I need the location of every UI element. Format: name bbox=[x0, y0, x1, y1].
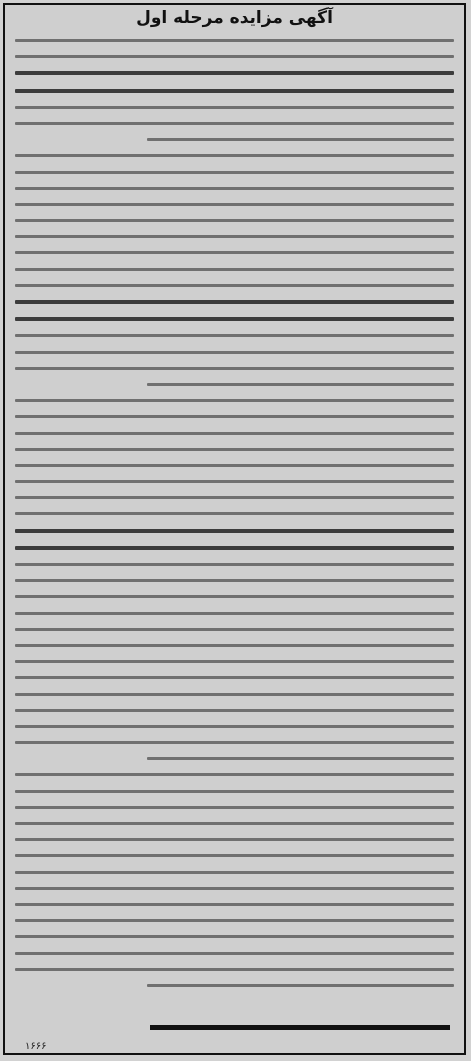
text-line bbox=[15, 676, 454, 679]
text-line bbox=[15, 432, 454, 435]
text-line bbox=[15, 952, 454, 955]
text-line bbox=[15, 367, 454, 370]
text-line bbox=[15, 334, 454, 337]
text-line bbox=[15, 496, 454, 499]
signature-bar bbox=[150, 1025, 450, 1030]
text-line bbox=[15, 773, 454, 776]
text-line bbox=[15, 122, 454, 125]
text-line bbox=[15, 854, 454, 857]
text-line bbox=[15, 171, 454, 174]
text-line bbox=[15, 284, 454, 287]
notice-frame bbox=[3, 3, 466, 1055]
text-line bbox=[15, 251, 454, 254]
text-line bbox=[15, 448, 454, 451]
text-line bbox=[15, 806, 454, 809]
text-line bbox=[15, 154, 454, 157]
text-line bbox=[15, 480, 454, 483]
text-line bbox=[15, 725, 454, 728]
text-line bbox=[15, 612, 454, 615]
text-line bbox=[15, 187, 454, 190]
text-line bbox=[15, 106, 454, 109]
text-line bbox=[15, 838, 454, 841]
text-line bbox=[147, 757, 454, 760]
text-line bbox=[15, 919, 454, 922]
signature-line bbox=[19, 1015, 450, 1030]
text-line bbox=[15, 741, 454, 744]
text-line bbox=[15, 415, 454, 418]
text-line bbox=[147, 138, 454, 141]
text-line bbox=[15, 595, 454, 598]
text-line bbox=[15, 317, 454, 321]
text-line bbox=[15, 693, 454, 696]
text-line bbox=[15, 660, 454, 663]
text-line bbox=[15, 71, 454, 75]
text-line bbox=[15, 512, 454, 515]
text-line bbox=[15, 563, 454, 566]
text-line bbox=[15, 968, 454, 971]
text-line bbox=[15, 89, 454, 93]
text-line bbox=[15, 235, 454, 238]
notice-code: ۱۶۶۶ bbox=[25, 1041, 47, 1052]
text-line bbox=[15, 822, 454, 825]
text-line bbox=[15, 300, 454, 304]
text-line bbox=[15, 871, 454, 874]
text-line bbox=[15, 203, 454, 206]
text-line bbox=[15, 351, 454, 354]
notice-body-text bbox=[15, 39, 454, 999]
text-line bbox=[15, 55, 454, 58]
text-line bbox=[15, 464, 454, 467]
notice-title: آگهی مزایده مرحله اول bbox=[136, 8, 333, 28]
text-line bbox=[15, 399, 454, 402]
text-line bbox=[15, 39, 454, 42]
text-line bbox=[15, 790, 454, 793]
text-line bbox=[15, 529, 454, 533]
text-line bbox=[15, 628, 454, 631]
text-line bbox=[15, 644, 454, 647]
text-line bbox=[15, 546, 454, 550]
text-line bbox=[15, 219, 454, 222]
text-line bbox=[15, 887, 454, 890]
text-line bbox=[15, 579, 454, 582]
text-line bbox=[15, 268, 454, 271]
text-line bbox=[147, 383, 454, 386]
text-line bbox=[15, 903, 454, 906]
text-line bbox=[15, 935, 454, 938]
text-line bbox=[15, 709, 454, 712]
text-line bbox=[147, 984, 454, 987]
